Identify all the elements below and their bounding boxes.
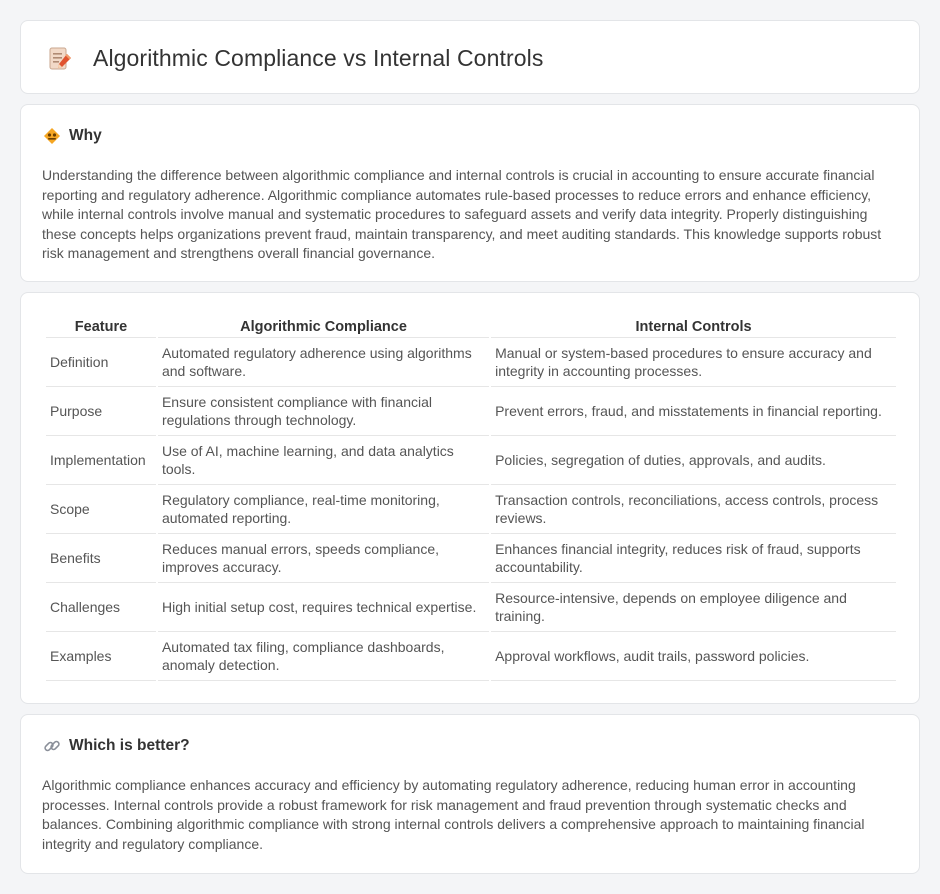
page-title: Algorithmic Compliance vs Internal Controls [93,45,544,71]
table-row [46,632,896,681]
better-heading: Which is better? [69,737,190,754]
table-row [46,387,896,436]
algorithmic-cell: Regulatory compliance, real-time monitoring, automated reporting. [158,485,489,534]
feature-cell: Implementation [46,436,156,485]
why-text: Understanding the difference between algorithmic compliance and internal controls is crucial in accounting to ensure accurate financial reporting and regulatory adherence. Algorithmic compliance automates rule-based processes to reduce errors and enhance efficiency, while internal controls involve manual and systematic procedures to safeguard assets and verify data integrity. Properly distinguishing these concepts helps organizations prevent fraud, maintain transparency, and meet auditing standards. This knowledge supports robust risk management and strengthens overall financial governance. [42,167,882,262]
table-card [20,292,920,704]
table-row [46,485,896,534]
feature-cell: Definition [46,338,156,387]
internal-cell: Enhances financial integrity, reduces risk of fraud, supports accountability. [491,534,896,583]
feature-cell: Benefits [46,534,156,583]
algorithmic-cell: Ensure consistent compliance with financial regulations through technology. [158,387,489,436]
algorithmic-cell: Automated regulatory adherence using algorithms and software. [158,338,489,387]
title-card [20,20,920,94]
why-card [20,104,920,282]
internal-cell: Prevent errors, fraud, and misstatements in financial reporting. [491,387,896,436]
table-row [46,436,896,485]
header-internal-controls: Internal Controls [491,316,896,338]
algorithmic-cell: Use of AI, machine learning, and data analytics tools. [158,436,489,485]
lightbulb-icon [43,127,61,145]
document-edit-icon [47,46,73,72]
feature-cell: Scope [46,485,156,534]
why-heading: Why [69,127,102,144]
better-card [20,714,920,874]
internal-cell: Manual or system-based procedures to ensure accuracy and integrity in accounting processes. [491,338,896,387]
table-row [46,583,896,632]
feature-cell: Examples [46,632,156,681]
algorithmic-cell: Automated tax filing, compliance dashboards, anomaly detection. [158,632,489,681]
feature-cell: Challenges [46,583,156,632]
header-algorithmic-compliance: Algorithmic Compliance [158,316,489,338]
feature-cell: Purpose [46,387,156,436]
internal-cell: Approval workflows, audit trails, password policies. [491,632,896,681]
why-heading-row [43,127,102,145]
header-feature: Feature [46,316,156,338]
algorithmic-cell: Reduces manual errors, speeds compliance, improves accuracy. [158,534,489,583]
internal-cell: Policies, segregation of duties, approvals, and audits. [491,436,896,485]
link-icon [43,737,61,755]
table-header-row [46,316,896,338]
internal-cell: Resource-intensive, depends on employee diligence and training. [491,583,896,632]
better-heading-row [43,737,190,755]
table-row [46,338,896,387]
algorithmic-cell: High initial setup cost, requires technical expertise. [158,583,489,632]
internal-cell: Transaction controls, reconciliations, access controls, process reviews. [491,485,896,534]
table-row [46,534,896,583]
comparison-table [44,316,898,681]
title-row [47,45,543,72]
better-text: Algorithmic compliance enhances accuracy and efficiency by automating regulatory adherence, reducing human error in accounting processes. Internal controls provide a robust framework for risk management and fraud prevention through systematic checks and balances. Combining algorithmic compliance with strong internal controls delivers a comprehensive approach to maintaining financial integrity and regulatory compliance. [42,777,865,852]
